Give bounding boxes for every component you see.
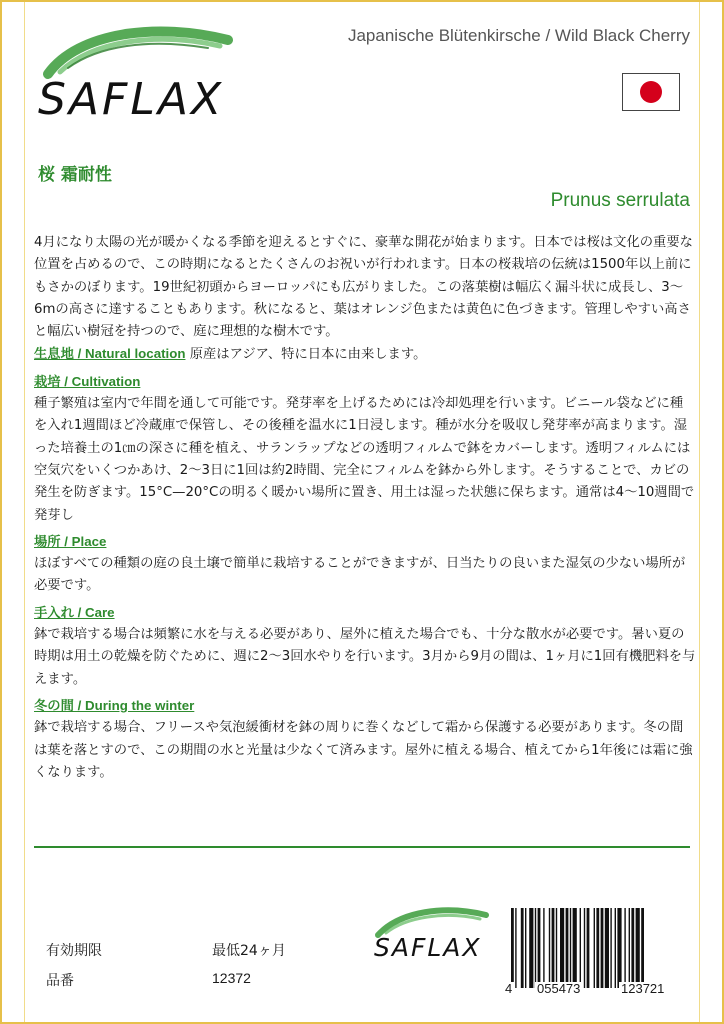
barcode-bar [549,908,550,988]
barcode-bar [610,908,611,988]
japanese-title: 桜 霜耐性 [38,165,112,185]
ean-barcode [507,908,689,994]
barcode-bar [594,908,595,988]
barcode-bar [605,908,609,988]
barcode-bar [529,908,533,988]
barcode-bar [573,908,577,988]
intro-paragraph: 4月になり太陽の光が暖かくなる季節を迎えるとすぐに、豪華な開花が始まります。日本では桜は文化の重要な位置を占めるので、この時期になるとたくさんのお祝いが行われます。日本の桜栽培の伝統は1500年以上前にもさかのぼります。19世紀初頭からヨーロッパにも広がりました。この落葉樹は幅広く漏斗状に成長し、3〜6mの高さに達することもあります。秋になると、葉はオレンジ色または黄色に色づきます。管理しやすい高さと幅広い樹冠を持つので、庭に理想的な樹木です。 [34,235,693,340]
barcode-bar [596,908,599,988]
barcode-bar [584,908,585,988]
section-heading: 生息地 / Natural location [34,346,186,362]
section-text: 鉢で栽培する場合、フリースや気泡緩衝材を鉢の周りに巻くなどして霜から保護する必要があります。冬の間は葉を落とすので、この期間の水と光量は少なくて済みます。屋外に植える場合、植えてから1年後には霜に強くなります。 [34,720,693,780]
barcode-bar [515,908,516,988]
section-care [34,602,696,691]
barcode-bar [556,908,557,988]
saflax-logo [38,22,238,125]
barcode-bar [570,908,571,988]
description-body [34,232,696,784]
barcode-bar [552,908,555,988]
expiry-label: 有効期限 [46,943,102,959]
barcode-bar [566,908,569,988]
section-heading: 場所 / Place [34,533,107,549]
item-number-value: 12372 [212,970,251,986]
barcode-group-left: 055473 [537,981,581,996]
expiry-value: 最低24ヶ月 [212,943,286,959]
logo-swoosh-icon [38,22,238,82]
latin-name: Prunus serrulata [550,190,690,211]
divider [34,846,690,848]
barcode-bar [601,908,604,988]
barcode-bar [580,908,581,988]
logo-wordmark: SAFLAX [374,933,482,962]
barcode-group-right: 123721 [621,981,665,996]
section-winter [34,695,696,784]
section-place [34,531,696,598]
section-heading: 栽培 / Cultivation [34,373,141,389]
japan-flag-icon [622,73,680,111]
barcode-bar [631,908,634,988]
product-line: Japanische Blütenkirsche / Wild Black Cherry [347,26,690,45]
saflax-logo-small [370,905,492,967]
barcode-bar [636,908,640,988]
section-text: 原産はアジア、特に日本に由来します。 [189,347,427,363]
barcode-bar [587,908,590,988]
section-natural-location [34,343,696,366]
barcode-bar [624,908,625,988]
barcode-bar [615,908,616,988]
section-heading: 冬の間 / During the winter [34,697,195,713]
section-heading: 手入れ / Care [34,604,115,620]
barcode-bar [629,908,630,988]
barcode-bar [617,908,621,988]
barcode-bar [560,908,564,988]
item-number-label: 品番 [46,973,74,989]
section-cultivation [34,371,696,527]
barcode-bar [543,908,544,988]
barcode-bar [535,908,536,988]
section-text: ほぼすべての種類の庭の良土壌で簡単に栽培することができますが、日当たりの良いまた湿気の少ない場所が必要です。 [34,556,686,594]
barcode-bar [538,908,541,988]
barcode-digit-first: 4 [505,981,513,996]
barcode-bar [525,908,526,988]
section-text: 種子繁殖は室内で年間を通して可能です。発芽率を上げるためには冷却処理を行います。ビニール袋などに種を入れ1週間ほど冷蔵庫で保管し、その後種を温水に1日浸します。種が水分を吸収し発芽率が高まります。湿った培養土の1㎝の深さに種を植え、サランラップなどの透明フィルムで鉢をカバーします。透明フィルムには空気穴をいくつかあけ、2～3日に1回は約2時間、完全にフィルムを鉢から外します。そうすることで、カビの発生を防ぎます。15°C—20°Cの明るく暖かい場所に置き、用土は湿った状態に保ちます。通常は4～10週間で発芽し [34,396,695,523]
barcode-bar [511,908,514,988]
section-text: 鉢で栽培する場合は頻繁に水を与える必要があり、屋外に植えた場合でも、十分な散水が必要です。暑い夏の時期は用土の乾燥を防ぐために、週に2〜3回水やりを行います。3月から9月の間は、1ヶ月に1回有機肥料を与えます。 [34,627,696,687]
barcode-bar [641,908,644,988]
barcode-bar [521,908,524,988]
logo-wordmark: SAFLAX [38,74,225,125]
